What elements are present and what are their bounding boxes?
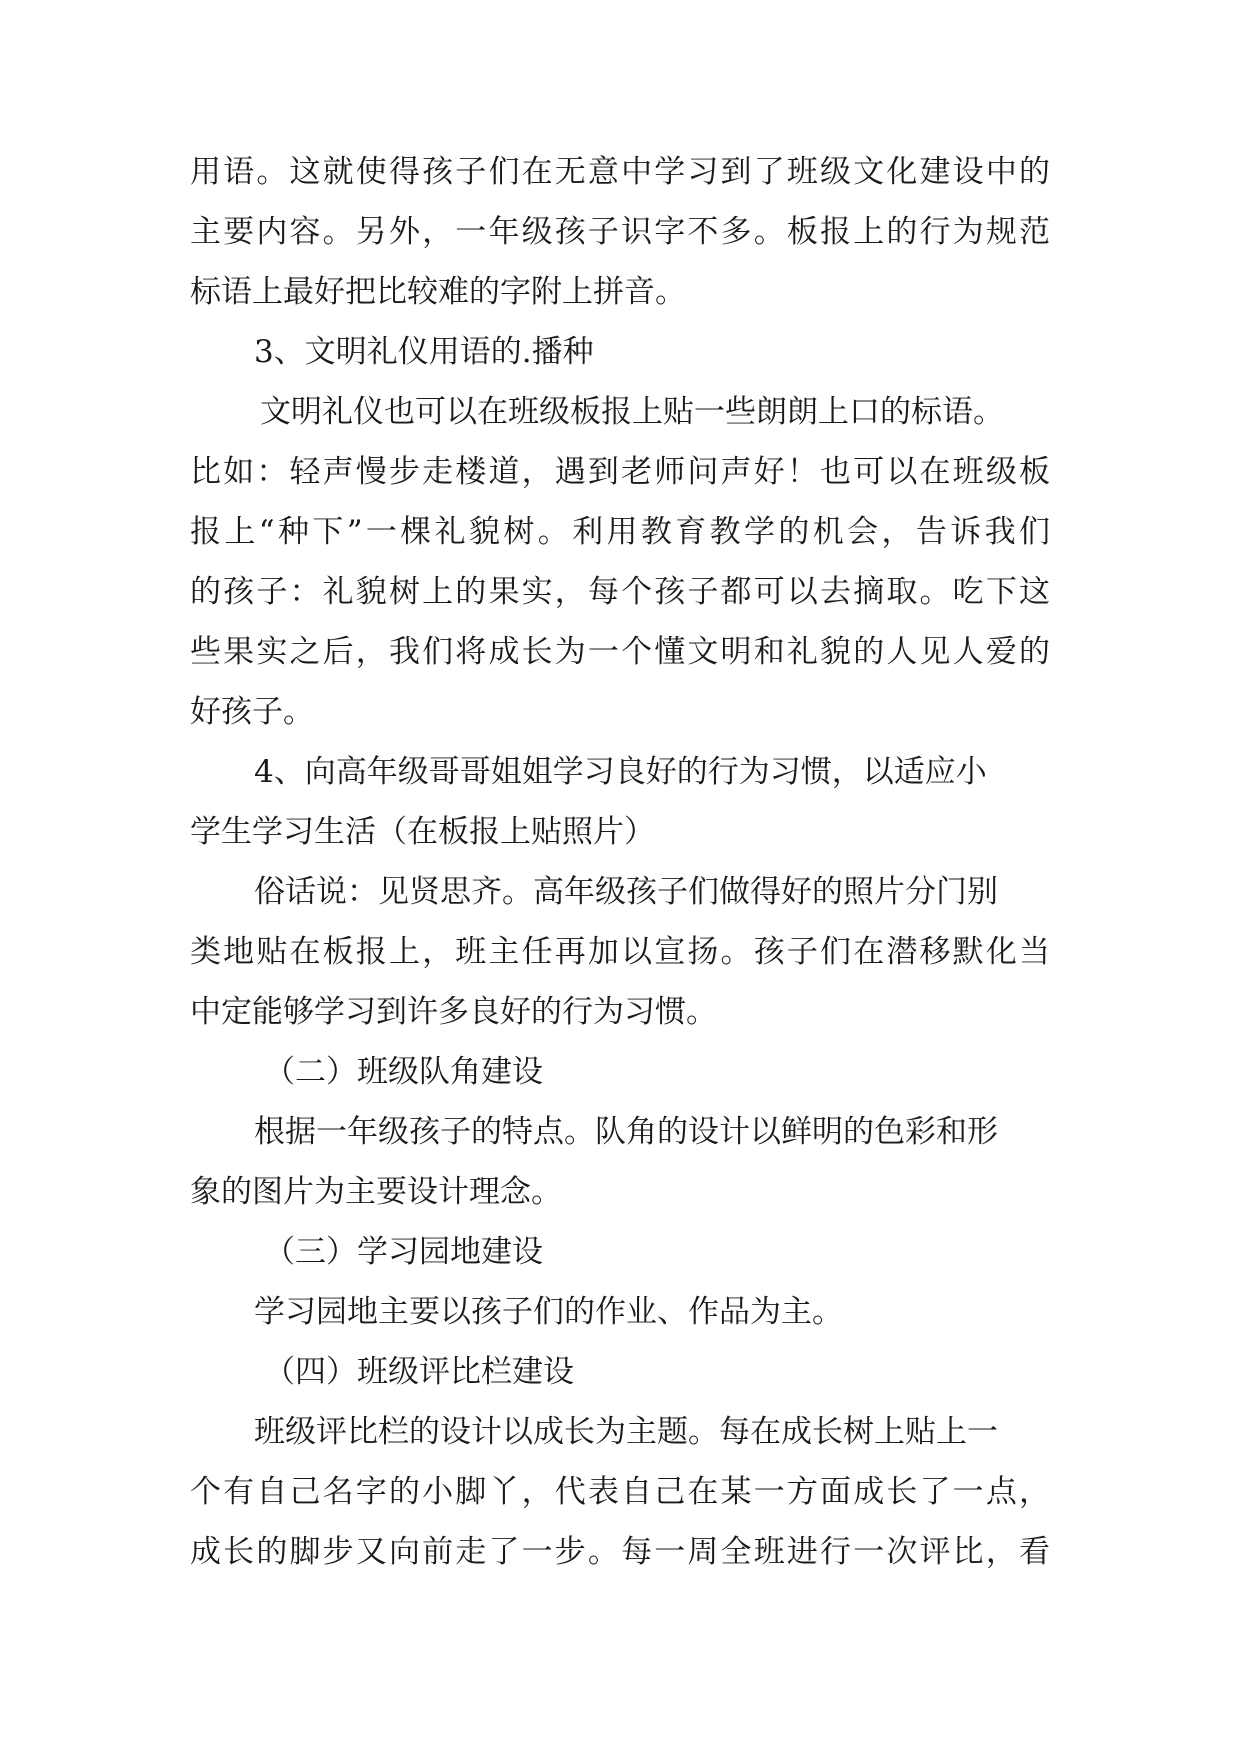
paragraph-line: 主要内容。另外，一年级孩子识字不多。板报上的行为规范 (190, 214, 1050, 250)
paragraph-line: 标语上最好把比较难的字附上拼音。 (190, 274, 686, 310)
section-heading: 4、向高年级哥哥姐姐学习良好的行为习惯，以适应小 (254, 754, 987, 790)
paragraph-line: 根据一年级孩子的特点。队角的设计以鲜明的色彩和形 (254, 1114, 998, 1150)
paragraph-line: 中定能够学习到许多良好的行为习惯。 (190, 994, 717, 1030)
paragraph-line: 报上“种下”一棵礼貌树。利用教育教学的机会，告诉我们 (190, 514, 1050, 550)
section-heading: 3、文明礼仪用语的.播种 (254, 334, 594, 370)
paragraph-line: 象的图片为主要设计理念。 (190, 1174, 562, 1210)
section-heading-continued: 学生学习生活（在板报上贴照片） (190, 814, 655, 850)
paragraph-line: 些果实之后，我们将成长为一个懂文明和礼貌的人见人爱的 (190, 634, 1050, 670)
section-heading: （二）班级队角建设 (264, 1054, 543, 1090)
paragraph-line: 好孩子。 (190, 694, 314, 730)
section-heading: （四）班级评比栏建设 (264, 1354, 574, 1390)
paragraph-line: 学习园地主要以孩子们的作业、作品为主。 (254, 1294, 843, 1330)
paragraph-line: 成长的脚步又向前走了一步。每一周全班进行一次评比，看 (190, 1534, 1050, 1570)
paragraph-line: 俗话说：见贤思齐。高年级孩子们做得好的照片分门别 (254, 874, 998, 910)
paragraph-line: 用语。这就使得孩子们在无意中学习到了班级文化建设中的 (190, 154, 1050, 190)
paragraph-line: 班级评比栏的设计以成长为主题。每在成长树上贴上一 (254, 1414, 998, 1450)
paragraph-line: 个有自己名字的小脚丫，代表自己在某一方面成长了一点， (190, 1474, 1050, 1510)
paragraph-line: 的孩子：礼貌树上的果实，每个孩子都可以去摘取。吃下这 (190, 574, 1050, 610)
paragraph-line: 文明礼仪也可以在班级板报上贴一些朗朗上口的标语。 (260, 394, 1004, 430)
section-heading: （三）学习园地建设 (264, 1234, 543, 1270)
paragraph-line: 类地贴在板报上，班主任再加以宣扬。孩子们在潜移默化当 (190, 934, 1050, 970)
paragraph-line: 比如：轻声慢步走楼道，遇到老师问声好！也可以在班级板 (190, 454, 1050, 490)
